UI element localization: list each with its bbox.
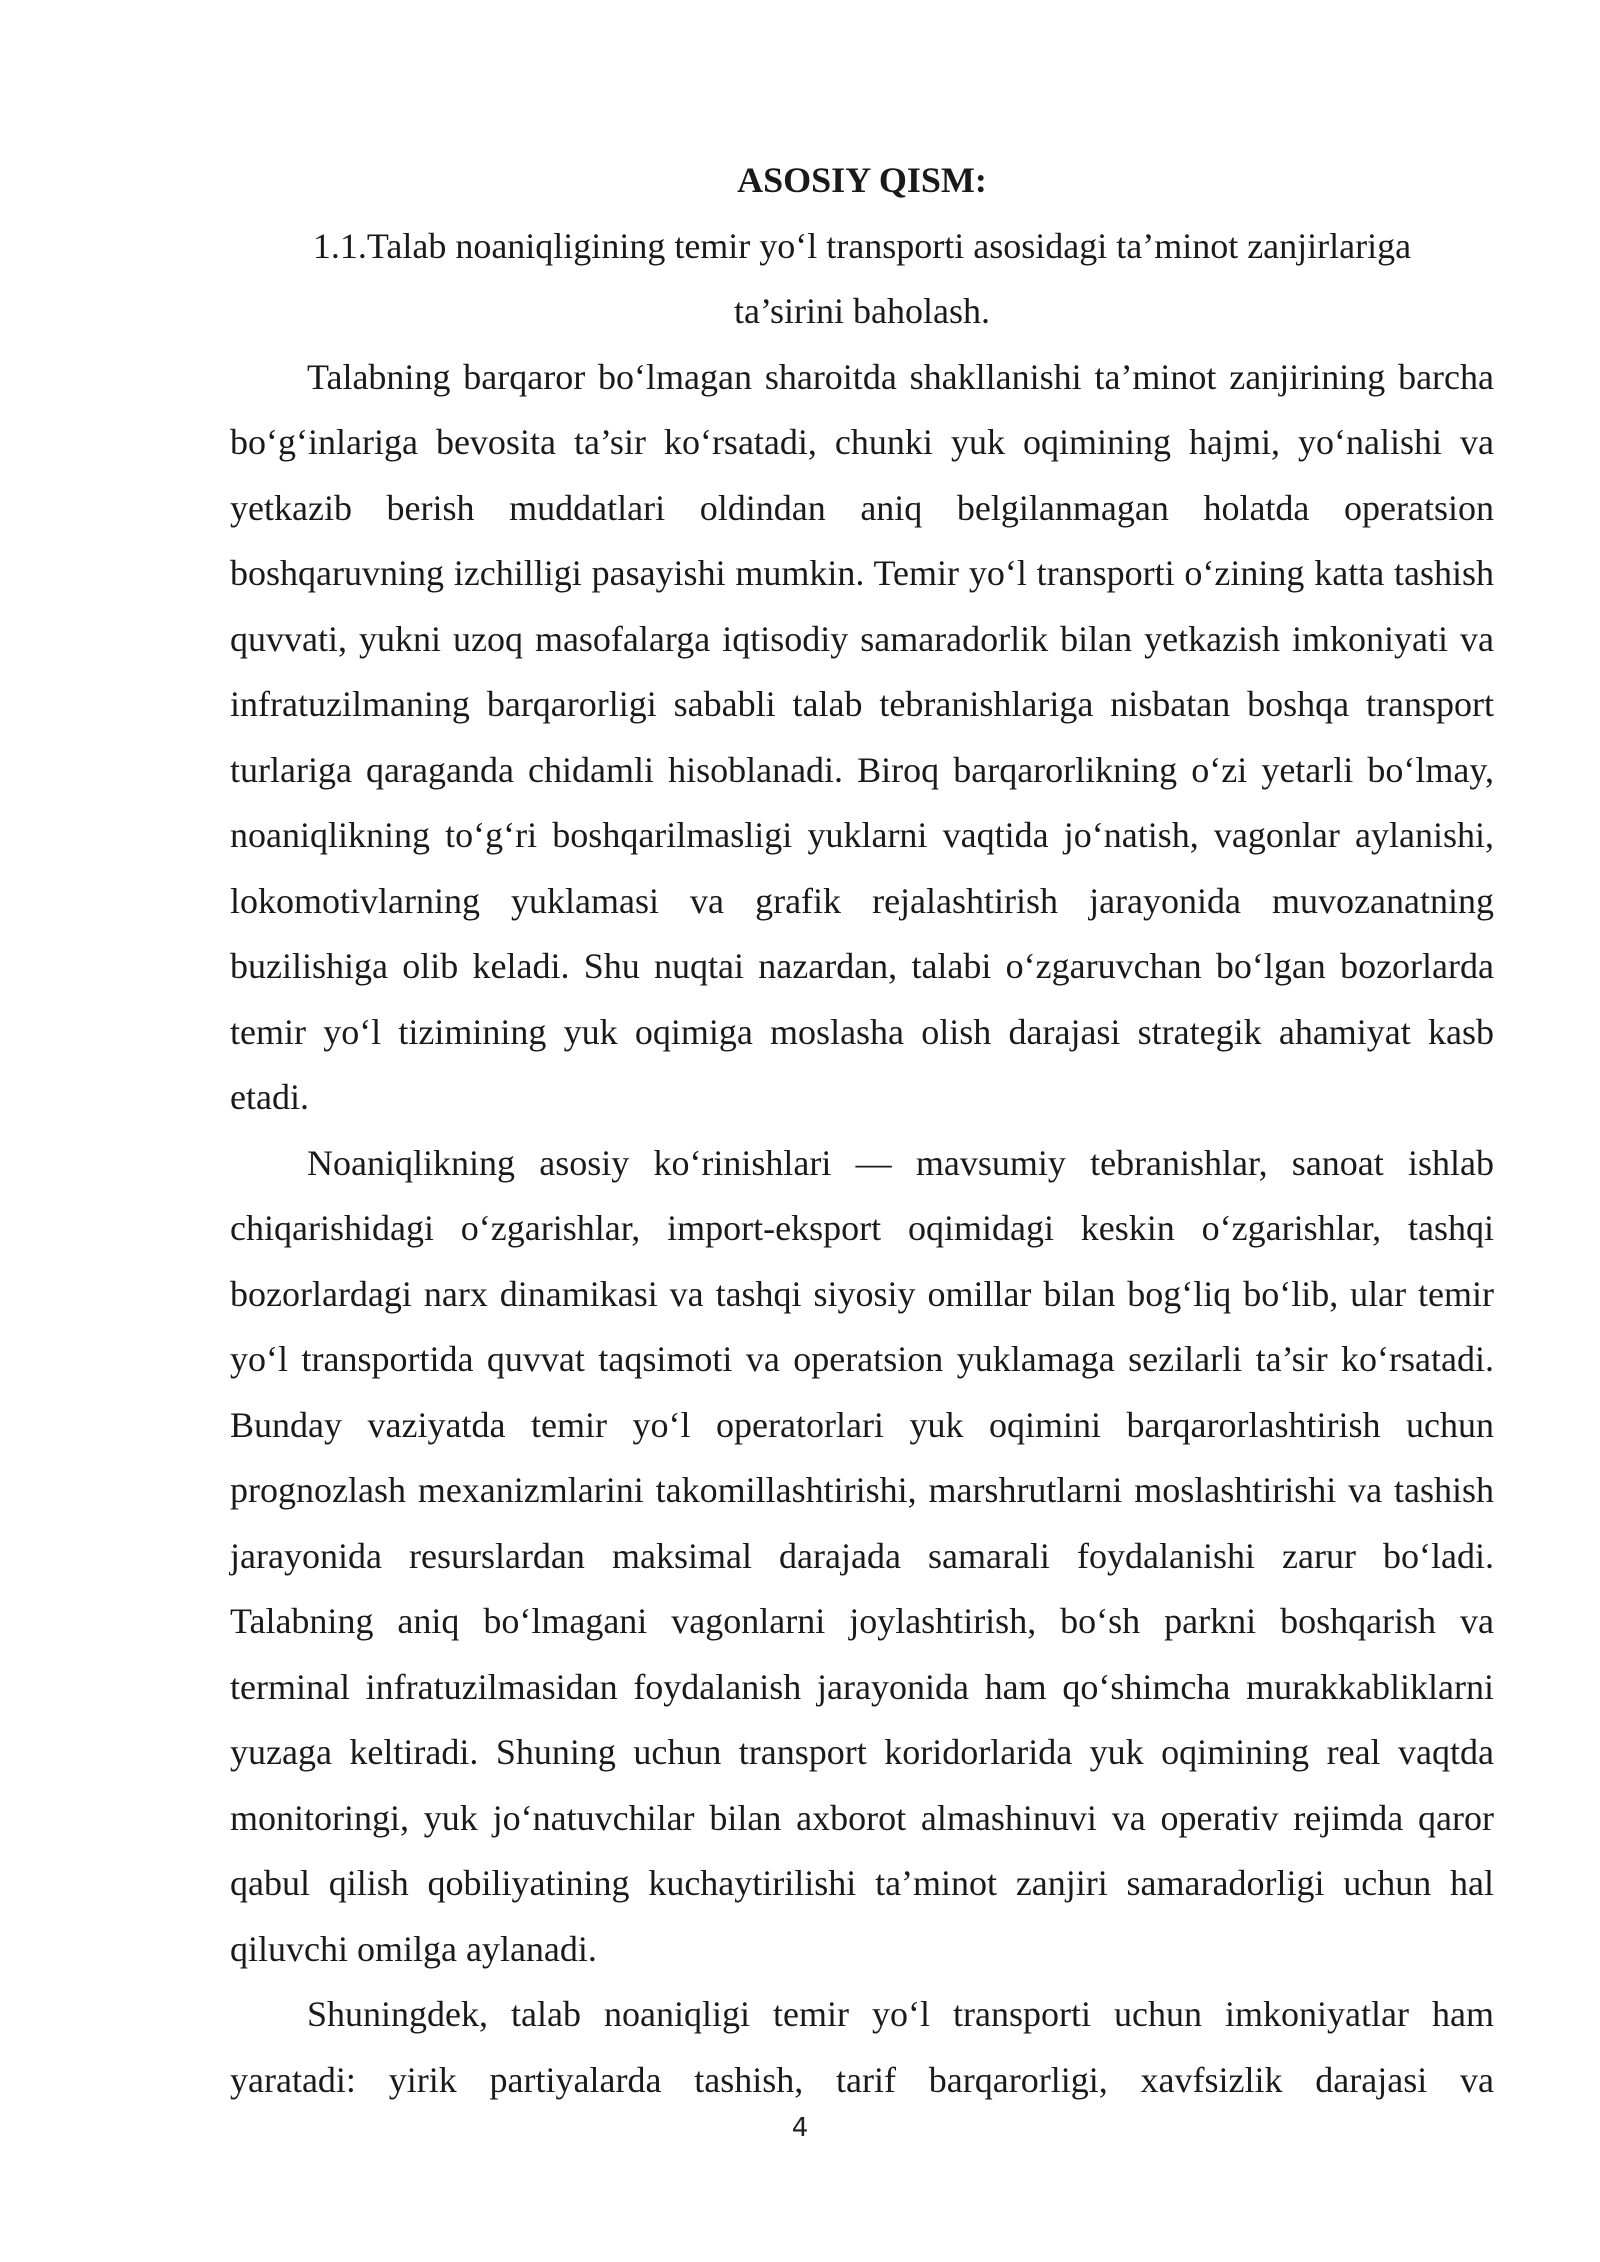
page-number: 4	[791, 2113, 809, 2143]
document-body	[230, 148, 1494, 2113]
body-paragraph-3: Shuningdek, talab noaniqligi temir yo‘l transporti uchun imkoniyatlar ham yaratadi: yirik partiyalarda tashish, tarif barqarorligi, xavfsizlik darajasi va	[230, 1994, 1494, 2100]
body-paragraph-1: Talabning barqaror bo‘lmagan sharoitda shakllanishi ta’minot zanjirining barcha bo‘g‘inlariga bevosita ta’sir ko‘rsatadi, chunki yuk oqimining hajmi, yo‘nalishi va yetkazib berish muddatlari oldindan aniq belgilanmagan holatda operatsion boshqaruvning izchilligi pasayishi mumkin. Temir yo‘l transporti o‘zining katta tashish quvvati, yukni uzoq masofalarga iqtisodiy samaradorlik bilan yetkazish imkoniyati va infratuzilmaning barqarorligi sababli talab tebranishlariga nisbatan boshqa transport turlariga qaraganda chidamli hisoblanadi. Biroq barqarorlikning o‘zi yetarli bo‘lmay, noaniqlikning to‘g‘ri boshqarilmasligi yuklarni vaqtida jo‘natish, vagonlar aylanishi, lokomotivlarning yuklamasi va grafik rejalashtirish jarayonida muvozanatning buzilishiga olib keladi. Shu nuqtai nazardan, talabi o‘zgaruvchan bo‘lgan bozorlarda temir yo‘l tizimining yuk oqimiga moslasha olish darajasi strategik ahamiyat kasb etadi.	[230, 356, 1494, 1117]
subsection-heading: 1.1.Talab noaniqligining temir yo‘l transporti asosidagi ta’minot zanjirlariga ta’sirini baholash.	[312, 225, 1412, 331]
section-heading: ASOSIY QISM:	[737, 160, 987, 200]
body-paragraph-2: Noaniqlikning asosiy ko‘rinishlari — mavsumiy tebranishlar, sanoat ishlab chiqarishidagi o‘zgarishlar, import-eksport oqimidagi keskin o‘zgarishlar, tashqi bozorlardagi narx dinamikasi va tashqi siyosiy omillar bilan bog‘liq bo‘lib, ular temir yo‘l transportida quvvat taqsimoti va operatsion yuklamaga sezilarli ta’sir ko‘rsatadi. Bunday vaziyatda temir yo‘l operatorlari yuk oqimini barqarorlashtirish uchun prognozlash mexanizmlarini takomillashtirishi, marshrutlarni moslashtirishi va tashish jarayonida resurslardan maksimal darajada samarali foydalanishi zarur bo‘ladi. Talabning aniq bo‘lmagani vagonlarni joylashtirish, bo‘sh parkni boshqarish va terminal infratuzilmasidan foydalanish jarayonida ham qo‘shimcha murakkabliklarni yuzaga keltiradi. Shuning uchun transport koridorlarida yuk oqimining real vaqtda monitoringi, yuk jo‘natuvchilar bilan axborot almashinuvi va operativ rejimda qaror qabul qilish qobiliyatining kuchaytirilishi ta’minot zanjiri samaradorligi uchun hal qiluvchi omilga aylanadi.	[230, 1142, 1494, 1969]
